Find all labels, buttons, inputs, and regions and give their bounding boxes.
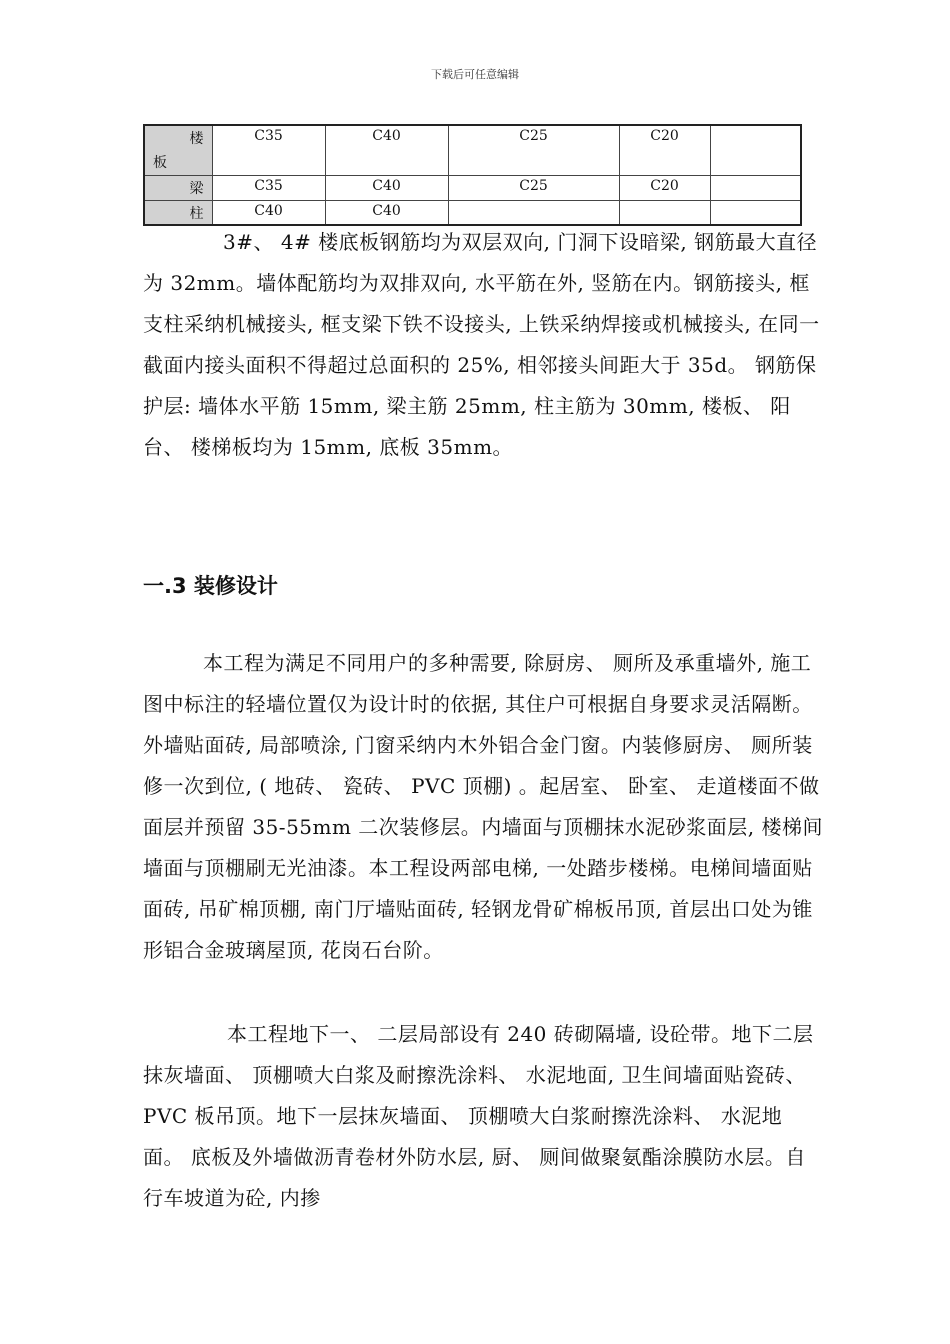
paragraph-decoration-1: 本工程为满足不同用户的多种需要, 除厨房、 厕所及承重墙外, 施工图中标注的轻墙位置仅为设计时的依据, 其住户可根据自身要求灵活隔断。外墙贴面砖, 局部喷涂, 门窗采纳内木外铝合金门窗。内装修厨房、 厕所装修一次到位, ( 地砖、 瓷砖、 PVC 顶棚) 。起居室、 卧室、 走道楼面不做面层并预留 35-55mm 二次装修层。内墙面与顶棚抹水泥砂浆面层, 楼梯间墙面与顶棚刷无光油漆。本工程设两部电梯, 一处踏步楼梯。电梯间墙面贴面砖, 吊矿棉顶棚, 南门厅墙贴面砖, 轻钢龙骨矿棉板吊顶, 首层出口处为锥形铝合金玻璃屋顶, 花岗石台阶。 (143, 651, 824, 962)
table-cell: C40 (325, 201, 448, 226)
table-cell (710, 176, 801, 201)
concrete-grade-table (143, 124, 802, 226)
table-cell: C40 (212, 201, 325, 226)
row-label-top: 楼 (189, 131, 204, 147)
row-label-column: 柱 (144, 201, 212, 226)
row-label-bottom: 板 (153, 155, 167, 171)
table-cell: C25 (448, 176, 619, 201)
row-label-floor-slab (144, 125, 212, 176)
paragraph-rebar: 3#、 4# 楼底板钢筋均为双层双向, 门洞下设暗梁, 钢筋最大直径为 32mm。墙体配筋均为双排双向, 水平筋在外, 竖筋在内。钢筋接头, 框支柱采纳机械接头, 框支梁下铁不设接头, 上铁采纳焊接或机械接头, 在同一截面内接头面积不得超过总面积的 25%, 相邻接头间距大于 35d。 钢筋保护层: 墙体水平筋 15mm, 梁主筋 25mm, 柱主筋为 30mm, 楼板、 阳台、 楼梯板均为 15mm, 底板 35mm。 (143, 230, 820, 459)
table-cell: C40 (325, 176, 448, 201)
table-cell: C20 (619, 125, 710, 176)
table-cell: C35 (212, 125, 325, 176)
section-heading: 一.3 装修设计 (143, 574, 278, 598)
table-cell: C40 (325, 125, 448, 176)
table-cell: C20 (619, 176, 710, 201)
paragraph-decoration-2: 本工程地下一、 二层局部设有 240 砖砌隔墙, 设砼带。地下二层抹灰墙面、 顶棚喷大白浆及耐擦洗涂料、 水泥地面, 卫生间墙面贴瓷砖、 PVC 板吊顶。地下一层抹灰墙面、 顶棚喷大白浆耐擦洗涂料、 水泥地面。 底板及外墙做沥青卷材外防水层, 厨、 厕间做聚氨酯涂膜防水层。自行车坡道为砼, 内掺 (143, 1022, 814, 1210)
table-cell (710, 125, 801, 176)
row-label-beam: 梁 (144, 176, 212, 201)
table-cell: C25 (448, 125, 619, 176)
table-row-floor-slab (144, 125, 801, 176)
table-cell: C35 (212, 176, 325, 201)
page-header-note: 下载后可任意编辑 (431, 68, 519, 81)
table-row-beam (144, 176, 801, 201)
